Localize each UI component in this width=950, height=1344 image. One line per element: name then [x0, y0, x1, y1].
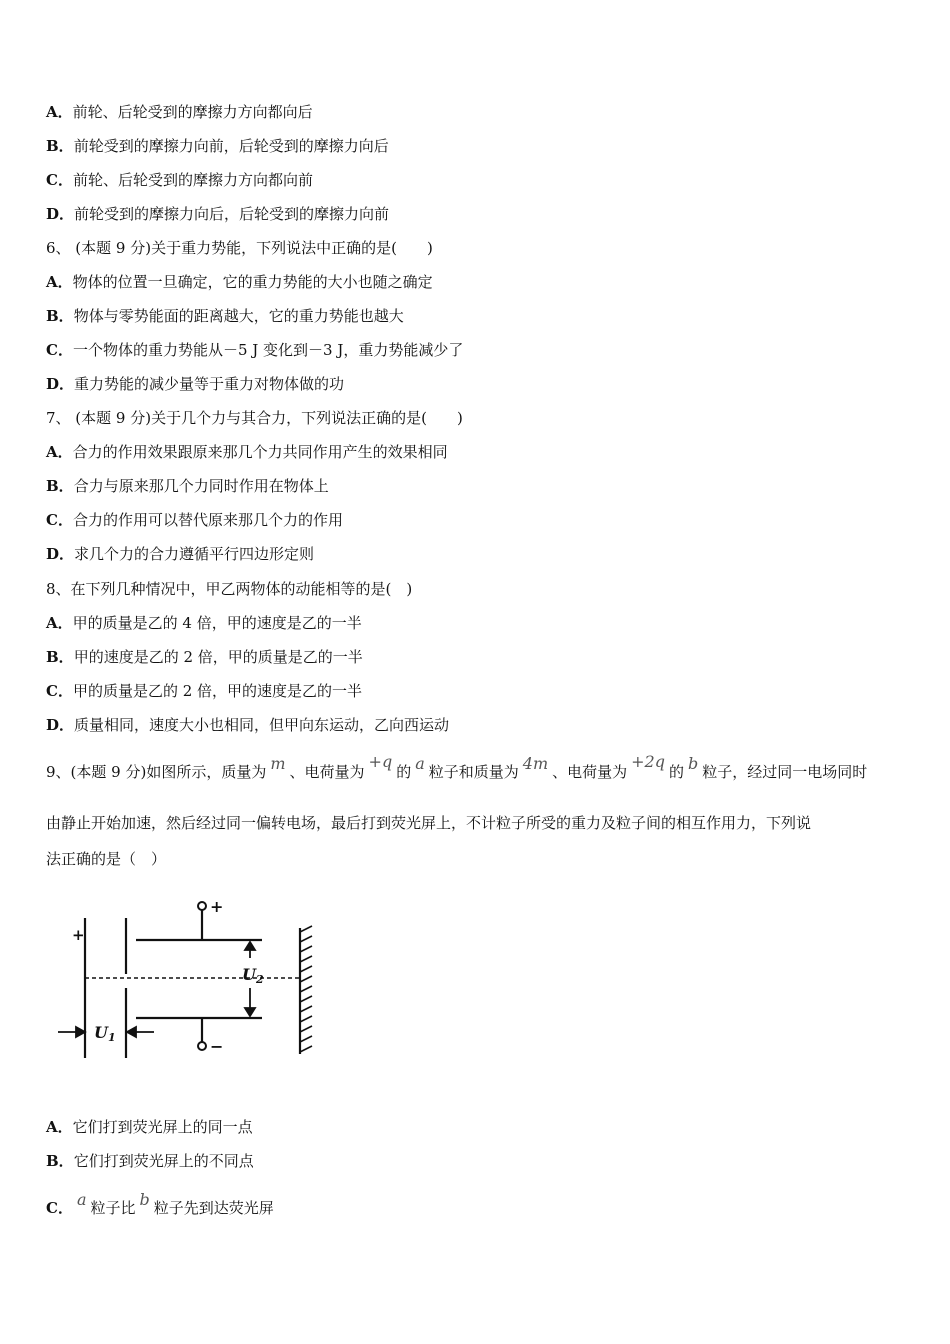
math-4m: 4m	[522, 754, 549, 773]
stem-text: 的	[668, 763, 684, 781]
q6-option-b	[46, 306, 404, 326]
math-a: a	[415, 754, 425, 773]
option-label: C．	[46, 511, 73, 529]
option-text: 一个物体的重力势能从－5 J 变化到－3 J，重力势能减少了	[72, 341, 464, 359]
screen-hatching	[300, 926, 312, 1052]
q7-option-d	[46, 544, 314, 564]
option-text: 甲的速度是乙的 2 倍，甲的质量是乙的一半	[73, 648, 363, 666]
q8-stem: 8、在下列几种情况中，甲乙两物体的动能相等的是( )	[46, 580, 413, 598]
math-a: a	[76, 1190, 87, 1209]
q9-stem-line2: 由静止开始加速，然后经过同一偏转电场，最后打到荧光屏上，不计粒子所受的重力及粒子间的相互作用力，下列说	[46, 814, 812, 832]
option-text: 前轮、后轮受到的摩擦力方向都向前	[72, 171, 313, 189]
option-label: D．	[46, 205, 75, 223]
option-label: A．	[46, 614, 73, 632]
q8-option-c	[46, 681, 362, 701]
option-text: 物体的位置一旦确定，它的重力势能的大小也随之确定	[72, 273, 433, 291]
terminal-bottom-circle	[198, 1042, 206, 1050]
math-charge-2q: +2q	[631, 752, 665, 771]
option-label: C．	[46, 341, 73, 359]
option-text: 前轮受到的摩擦力向后，后轮受到的摩擦力向前	[74, 205, 390, 223]
option-text: 前轮受到的摩擦力向前，后轮受到的摩擦力向后	[73, 137, 389, 155]
u1-label: U1	[94, 1023, 116, 1044]
option-label: A．	[46, 103, 73, 121]
stem-text: 、电荷量为	[552, 763, 628, 781]
q7-option-c	[46, 510, 343, 530]
q6-option-d	[46, 374, 344, 394]
q5-option-b	[46, 136, 389, 156]
option-text: 前轮、后轮受到的摩擦力方向都向后	[72, 103, 313, 121]
option-label: D．	[46, 716, 75, 734]
option-text: 粒子先到达荧光屏	[153, 1199, 274, 1217]
q5-option-d	[46, 204, 389, 224]
option-text: 它们打到荧光屏上的同一点	[72, 1118, 253, 1136]
option-text: 合力与原来那几个力同时作用在物体上	[73, 477, 329, 495]
q8-option-b	[46, 647, 363, 667]
q8-option-a	[46, 613, 362, 633]
option-label: B．	[46, 137, 74, 155]
option-label: D．	[46, 545, 75, 563]
option-label: B．	[46, 648, 74, 666]
stem-text: 、电荷量为	[289, 763, 365, 781]
option-text: 合力的作用可以替代原来那几个力的作用	[72, 511, 343, 529]
math-m: m	[270, 754, 286, 773]
q5-option-a	[46, 102, 313, 122]
option-text: 重力势能的减少量等于重力对物体做的功	[74, 375, 345, 393]
q5-option-c	[46, 170, 313, 190]
option-label: A．	[46, 443, 73, 461]
stem-text: 粒子，经过同一电场同时	[702, 763, 868, 781]
option-label: D．	[46, 375, 75, 393]
q7-stem: 7、 (本题 9 分)关于几个力与其合力，下列说法正确的是( )	[46, 409, 463, 427]
option-text: 甲的质量是乙的 4 倍，甲的速度是乙的一半	[72, 614, 362, 632]
option-label: A．	[46, 1118, 73, 1136]
math-charge-q: +q	[368, 752, 393, 771]
q9-option-c	[46, 1190, 274, 1218]
stem-text: 的	[396, 763, 412, 781]
option-text: 它们打到荧光屏上的不同点	[73, 1152, 254, 1170]
option-text: 合力的作用效果跟原来那几个力共同作用产生的效果相同	[72, 443, 448, 461]
plate-plus-label: +	[72, 926, 85, 944]
stem-text: 粒子和质量为	[428, 763, 519, 781]
option-label: B．	[46, 477, 74, 495]
option-label: C．	[46, 171, 73, 189]
option-label: B．	[46, 307, 74, 325]
q9-option-a	[46, 1117, 253, 1137]
q9-stem-line1	[46, 752, 868, 782]
u2-label: U2	[242, 965, 264, 986]
option-label: C．	[46, 1199, 73, 1217]
math-b: b	[139, 1190, 150, 1209]
option-text: 质量相同，速度大小也相同，但甲向东运动，乙向西运动	[74, 716, 450, 734]
option-label: B．	[46, 1152, 74, 1170]
option-label: C．	[46, 682, 73, 700]
math-b: b	[687, 754, 699, 773]
terminal-plus-label: +	[210, 897, 224, 916]
q6-option-c	[46, 340, 463, 360]
stem-text: 9、(本题 9 分)如图所示，质量为	[46, 763, 267, 781]
option-text: 物体与零势能面的距离越大，它的重力势能也越大	[73, 307, 404, 325]
deflection-diagram	[44, 888, 324, 1084]
option-text: 求几个力的合力遵循平行四边形定则	[74, 545, 315, 563]
option-text: 粒子比	[90, 1199, 136, 1217]
option-label: A．	[46, 273, 73, 291]
q6-option-a	[46, 272, 433, 292]
option-text: 甲的质量是乙的 2 倍，甲的速度是乙的一半	[72, 682, 363, 700]
terminal-top-circle	[198, 902, 206, 910]
q9-stem-line3: 法正确的是（ ）	[46, 850, 167, 868]
q6-stem: 6、 (本题 9 分)关于重力势能，下列说法中正确的是( )	[46, 239, 433, 257]
terminal-minus-label: −	[210, 1037, 224, 1056]
q7-option-b	[46, 476, 329, 496]
q9-option-b	[46, 1151, 254, 1171]
q8-option-d	[46, 715, 449, 735]
q7-option-a	[46, 442, 448, 462]
